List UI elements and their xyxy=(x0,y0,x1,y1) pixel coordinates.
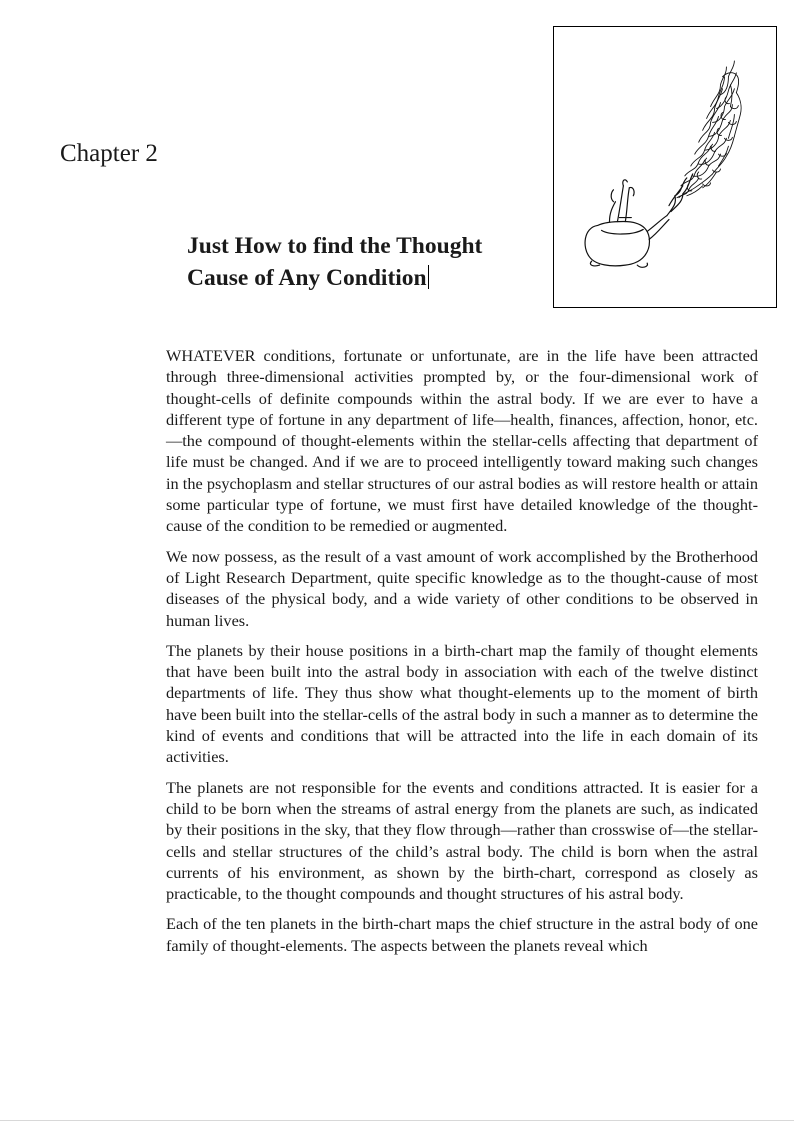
page-bottom-divider xyxy=(0,1120,794,1121)
paragraph: Each of the ten planets in the birth-chart maps the chief structure in the astral body of one family of thought-elements. The aspects between the planets reveal which xyxy=(166,914,758,955)
chapter-title-line-2: Cause of Any Condition xyxy=(187,265,427,291)
chapter-body xyxy=(166,345,758,965)
paragraph: The planets by their house positions in a birth-chart map the family of thought elements that have been built into the astral body in association with each of the twelve distinct departments of life. They thus show what thought-elements up to the moment of birth have been built into the stellar-cells of the astral body in such a manner as to determine the kind of events and conditions that will be attracted into the life in each domain of its activities. xyxy=(166,640,758,767)
illustration-frame xyxy=(553,26,777,308)
paragraph: WHATEVER conditions, fortunate or unfortunate, are in the life have been attracted through three-dimensional activities prompted by, or the four-dimensional work of thought-cells of definite compounds within the astral body. If we are ever to have a different type of fortune in any department of life—health, finances, affection, honor, etc.—the compound of thought-elements within the stellar-cells affecting that department of life must be changed. And if we are to proceed intelligently toward making such changes in the psychoplasm and stellar structures of our astral bodies as will restore health or attain some particular type of fortune, we must first have detailed knowledge of the thought-cause of the condition to be remedied or augmented. xyxy=(166,346,758,536)
chapter-label: Chapter 2 xyxy=(60,140,158,167)
chapter-title-line-1: Just How to find the Thought xyxy=(187,233,483,259)
paragraph: We now possess, as the result of a vast amount of work accomplished by the Brotherhood of Light Research Department, quite specific knowledge as to the thought-cause of most diseases of the physical body, and a wide variety of other conditions to be observed in human lives. xyxy=(166,546,758,630)
text-cursor xyxy=(428,265,429,289)
chapter-title xyxy=(187,230,482,294)
paragraph: The planets are not responsible for the events and conditions attracted. It is easier for a child to be born when the streams of astral energy from the planets are such, as indicated by their positions in the sky, that they flow through—rather than crosswise of—the stellar-cells and stellar structures of the child’s astral body. The child is born when the astral currents of his environment, as shown by the birth-chart, correspond as closely as practicable, to the thought compounds and thought structures of his astral body. xyxy=(166,777,758,904)
incense-burner-illustration xyxy=(554,27,776,307)
